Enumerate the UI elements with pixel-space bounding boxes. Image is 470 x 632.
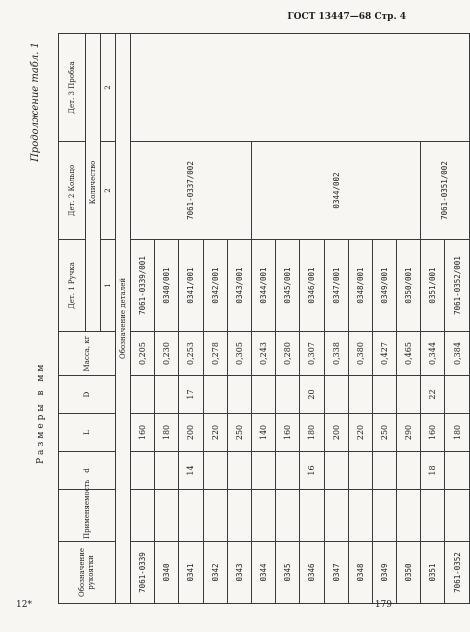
cell-D: 17	[179, 376, 203, 414]
qty-det3: 2	[101, 34, 116, 142]
col-L: L	[59, 414, 116, 452]
cell-det1: 0342/001	[203, 240, 227, 332]
cell-applicability	[445, 490, 469, 542]
cell-L: 250	[372, 414, 396, 452]
table-row	[131, 34, 155, 604]
cell-d: 14	[179, 452, 203, 490]
cell-L: 180	[300, 414, 324, 452]
cell-d	[155, 452, 179, 490]
cell-det1: 7061-0352/001	[445, 240, 469, 332]
cell-applicability	[372, 490, 396, 542]
cell-designation: 0347	[324, 542, 348, 604]
dimensions-table	[58, 33, 470, 604]
footer-left: 12*	[16, 600, 32, 610]
cell-designation: 7061-0339	[131, 542, 155, 604]
cell-L: 200	[179, 414, 203, 452]
cell-mass: 0,427	[372, 332, 396, 376]
cell-designation: 0351	[421, 542, 445, 604]
cell-det1: 0348/001	[348, 240, 372, 332]
cell-applicability	[251, 490, 275, 542]
cell-D: 20	[300, 376, 324, 414]
cell-designation: 0343	[227, 542, 251, 604]
cell-D	[276, 376, 300, 414]
cell-applicability	[155, 490, 179, 542]
qty-det2: 2	[101, 142, 116, 240]
cell-mass: 0,205	[131, 332, 155, 376]
cell-L: 180	[155, 414, 179, 452]
cell-det2-group: 7061-0351/002	[421, 142, 469, 240]
col-det2: Дет. 2 Кольцо	[59, 142, 86, 240]
col-det1: Дет. 1 Ручка	[59, 240, 86, 332]
cell-L: 220	[203, 414, 227, 452]
cell-designation: 0350	[397, 542, 421, 604]
cell-applicability	[131, 490, 155, 542]
cell-mass: 0,230	[155, 332, 179, 376]
page-number: 179	[374, 600, 392, 610]
cell-D	[445, 376, 469, 414]
cell-mass: 0,280	[276, 332, 300, 376]
cell-det1: 0346/001	[300, 240, 324, 332]
cell-d	[276, 452, 300, 490]
cell-d	[251, 452, 275, 490]
cell-d: 18	[421, 452, 445, 490]
cell-designation: 7061-0352	[445, 542, 469, 604]
cell-designation: 0341	[179, 542, 203, 604]
col-designation: Обозначение рукоятки	[59, 542, 116, 604]
col-applicability: Применяемость	[59, 490, 116, 542]
cell-D	[348, 376, 372, 414]
cell-designation: 0348	[348, 542, 372, 604]
cell-d: 16	[300, 452, 324, 490]
cell-d	[324, 452, 348, 490]
sizes-caption: Размеры в мм	[36, 361, 46, 464]
cell-mass: 0,344	[421, 332, 445, 376]
cell-mass: 0,253	[179, 332, 203, 376]
cell-applicability	[203, 490, 227, 542]
cell-d	[397, 452, 421, 490]
continuation-caption: Продолжение табл. 1	[30, 42, 41, 162]
page-header: ГОСТ 13447—68 Стр. 4	[287, 12, 406, 22]
cell-L: 290	[397, 414, 421, 452]
cell-D: 22	[421, 376, 445, 414]
cell-d	[445, 452, 469, 490]
rotated-table-block	[30, 34, 462, 604]
qty-det1: 1	[101, 240, 116, 332]
cell-L: 200	[324, 414, 348, 452]
cell-det1: 7061-0339/001	[131, 240, 155, 332]
cell-applicability	[227, 490, 251, 542]
cell-applicability	[421, 490, 445, 542]
cell-D	[324, 376, 348, 414]
cell-D	[251, 376, 275, 414]
cell-designation: 0345	[276, 542, 300, 604]
cell-det2-group: 0344/002	[251, 142, 420, 240]
col-D: D	[59, 376, 116, 414]
cell-applicability	[276, 490, 300, 542]
cell-D	[203, 376, 227, 414]
cell-det1: 0343/001	[227, 240, 251, 332]
cell-det1: 0350/001	[397, 240, 421, 332]
cell-designation: 0344	[251, 542, 275, 604]
cell-applicability	[324, 490, 348, 542]
cell-d	[348, 452, 372, 490]
cell-det2-group: 7061-0337/002	[131, 142, 252, 240]
cell-det1: 0341/001	[179, 240, 203, 332]
col-det3: Дет. 3 Пробка	[59, 34, 86, 142]
cell-L: 160	[131, 414, 155, 452]
cell-mass: 0,380	[348, 332, 372, 376]
cell-d	[372, 452, 396, 490]
cell-applicability	[397, 490, 421, 542]
cell-designation: 0340	[155, 542, 179, 604]
col-d: d	[59, 452, 116, 490]
details-label: Обозначение деталей	[116, 34, 131, 604]
cell-designation: 0342	[203, 542, 227, 604]
cell-d	[131, 452, 155, 490]
cell-D	[227, 376, 251, 414]
cell-designation: 0349	[372, 542, 396, 604]
col-mass: Масса, кг	[59, 332, 116, 376]
cell-mass: 0,338	[324, 332, 348, 376]
cell-d	[227, 452, 251, 490]
cell-D	[397, 376, 421, 414]
cell-det1: 0344/001	[251, 240, 275, 332]
cell-det1: 0349/001	[372, 240, 396, 332]
cell-L: 160	[421, 414, 445, 452]
cell-det1: 0351/001	[421, 240, 445, 332]
cell-L: 140	[251, 414, 275, 452]
cell-mass: 0,465	[397, 332, 421, 376]
cell-L: 220	[348, 414, 372, 452]
cell-applicability	[348, 490, 372, 542]
cell-L: 250	[227, 414, 251, 452]
cell-mass: 0,305	[227, 332, 251, 376]
cell-D	[372, 376, 396, 414]
cell-det1: 0347/001	[324, 240, 348, 332]
cell-D	[155, 376, 179, 414]
cell-D	[131, 376, 155, 414]
cell-L: 160	[276, 414, 300, 452]
cell-det3	[131, 34, 470, 142]
cell-det1: 0345/001	[276, 240, 300, 332]
cell-mass: 0,243	[251, 332, 275, 376]
cell-designation: 0346	[300, 542, 324, 604]
cell-det1: 0340/001	[155, 240, 179, 332]
cell-applicability	[300, 490, 324, 542]
cell-applicability	[179, 490, 203, 542]
cell-mass: 0,278	[203, 332, 227, 376]
cell-L: 180	[445, 414, 469, 452]
qty-header: Количество	[86, 34, 101, 332]
cell-mass: 0,384	[445, 332, 469, 376]
cell-mass: 0,307	[300, 332, 324, 376]
cell-d	[203, 452, 227, 490]
